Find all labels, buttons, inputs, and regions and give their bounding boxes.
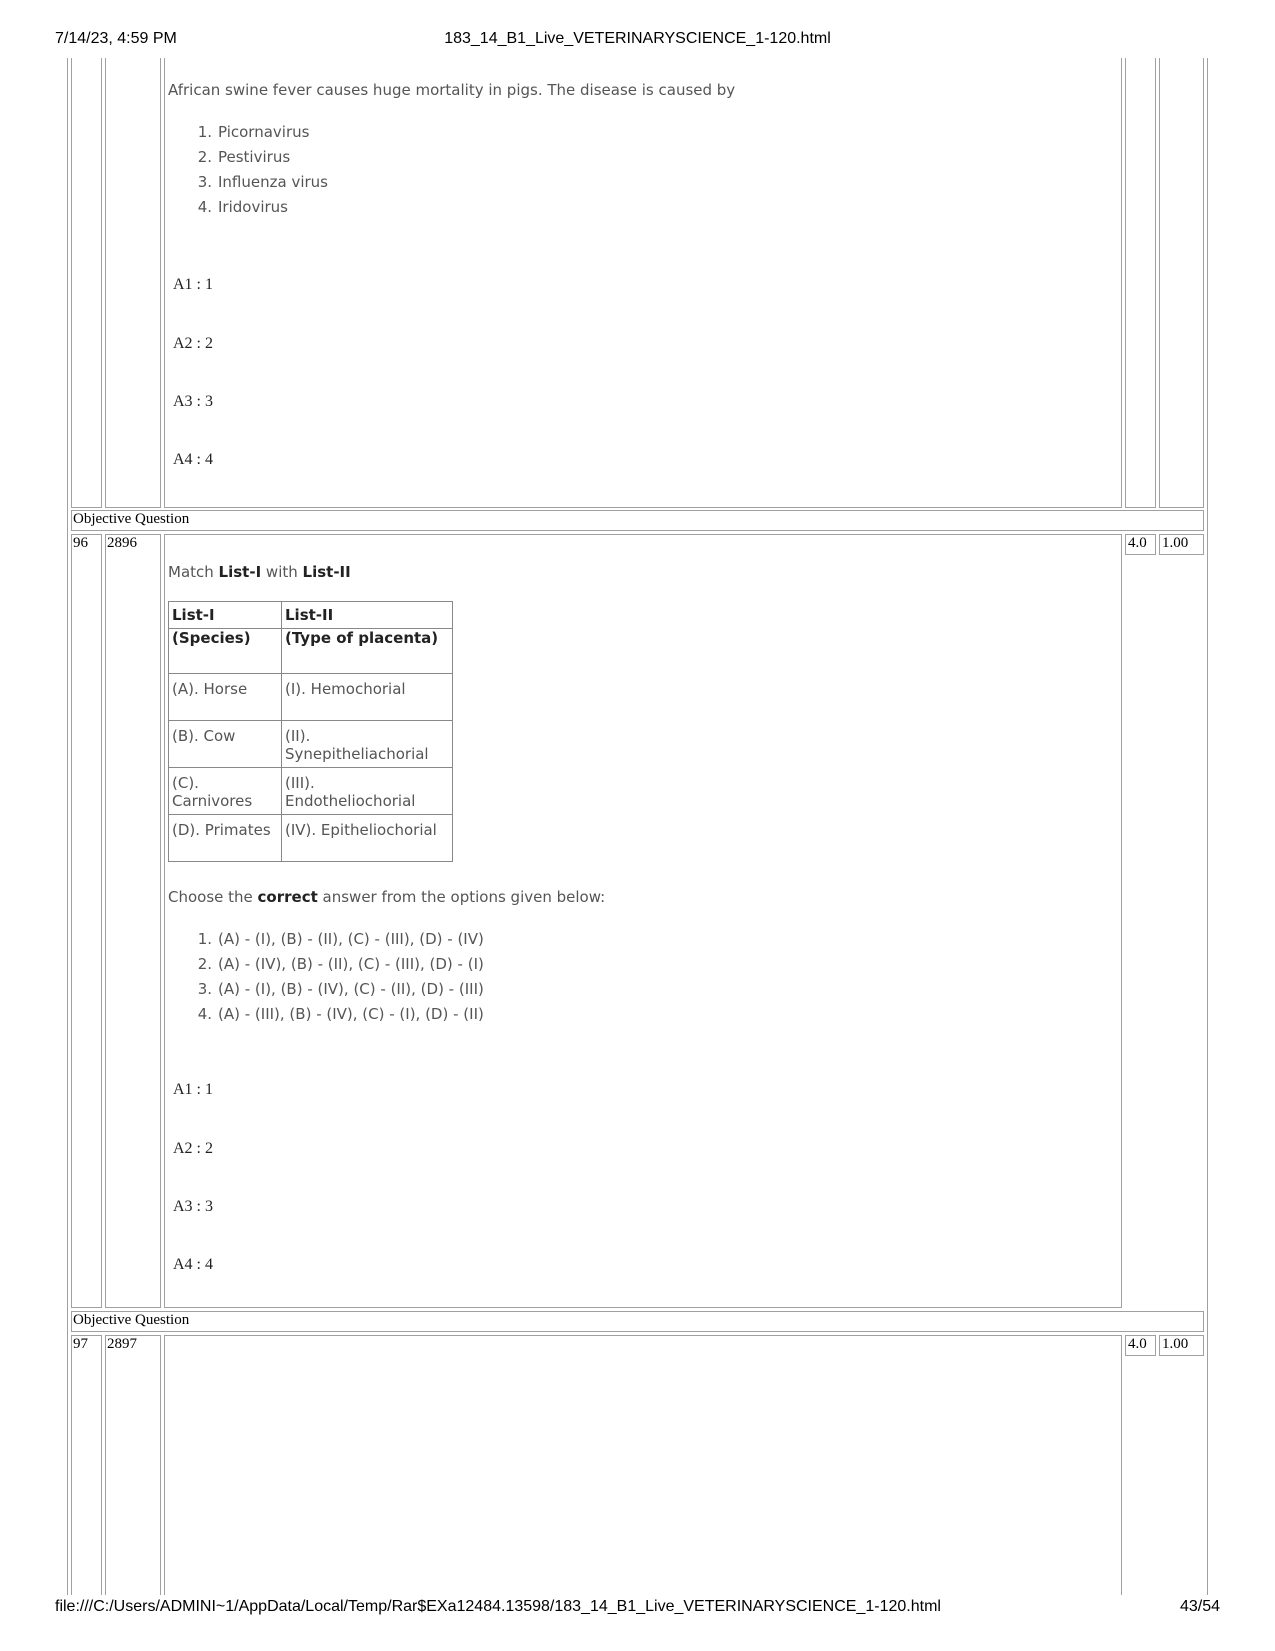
q95-sno-cell: [71, 58, 102, 508]
q96-stem: Match List-I with List-II: [168, 563, 351, 581]
q97-marks: 4.0: [1128, 1336, 1147, 1352]
q97-sno: 97: [73, 1336, 88, 1352]
print-header: [0, 30, 1275, 52]
match-header-list2: List-II: [282, 602, 453, 629]
section-label-cell-2: [71, 1311, 1204, 1332]
section-label-2: Objective Question: [73, 1312, 190, 1328]
match-table: [168, 601, 453, 862]
match-table-row: (B). Cow (II). Synepitheliachorial: [169, 721, 453, 768]
q97-negative: 1.00: [1162, 1336, 1189, 1352]
q95-option-4: 4. Iridovirus: [197, 198, 288, 216]
q97-sno-cell: [71, 1335, 102, 1595]
match-header-placenta: (Type of placenta): [282, 629, 453, 674]
q96-answer-2: A2 : 2: [173, 1140, 213, 1157]
q96-marks: 4.0: [1128, 535, 1147, 551]
q96-options: [190, 927, 484, 1027]
match-table-header-row-2: [169, 629, 453, 674]
match-table-row: (C). Carnivores (III). Endotheliochorial: [169, 768, 453, 815]
q97-qid: 2897: [107, 1336, 137, 1352]
q95-qid-cell: [105, 58, 161, 508]
q95-answer-1: A1 : 1: [173, 276, 213, 293]
q96-option-2: 2. (A) - (IV), (B) - (II), (C) - (III), (D) - (I): [197, 955, 484, 973]
q95-answer-4: A4 : 4: [173, 451, 213, 468]
match-table-header-row-1: [169, 602, 453, 629]
print-title: 183_14_B1_Live_VETERINARYSCIENCE_1-120.html: [444, 30, 831, 47]
q96-option-3: 3. (A) - (I), (B) - (IV), (C) - (II), (D) - (III): [197, 980, 484, 998]
q95-answer-2: A2 : 2: [173, 335, 213, 352]
match-table-row: (D). Primates (IV). Epitheliochorial: [169, 815, 453, 862]
section-label-cell-1: [71, 510, 1204, 531]
print-footer: [0, 1598, 1275, 1620]
print-url: file:///C:/Users/ADMINI~1/AppData/Local/Temp/Rar$EXa12484.13598/183_14_B1_Live_VETERINARYSCIENCE_1-120.html: [55, 1598, 941, 1615]
print-datetime: 7/14/23, 4:59 PM: [55, 30, 177, 47]
q96-sno-cell: [71, 534, 102, 1308]
q95-option-2: 2. Pestivirus: [197, 148, 291, 166]
q95-options: [190, 120, 328, 220]
q97-qid-cell: [105, 1335, 161, 1595]
q95-marks-cell: [1125, 58, 1156, 508]
outer-left-border: [67, 58, 68, 1595]
print-page-number: 43/54: [1179, 1598, 1220, 1615]
q96-qid-cell: [105, 534, 161, 1308]
match-header-species: (Species): [169, 629, 282, 674]
match-header-list1: List-I: [169, 602, 282, 629]
section-label-1: Objective Question: [73, 511, 190, 527]
q96-choose-instruction: Choose the correct answer from the options given below:: [168, 888, 606, 906]
q97-content-cell: [164, 1335, 1122, 1595]
q95-stem: African swine fever causes huge mortality in pigs. The disease is caused by: [168, 81, 736, 99]
q95-negative-cell: [1159, 58, 1204, 508]
match-table-row: (A). Horse (I). Hemochorial: [169, 674, 453, 721]
q96-option-1: 1. (A) - (I), (B) - (II), (C) - (III), (D) - (IV): [197, 930, 484, 948]
q96-qid: 2896: [107, 535, 137, 551]
q95-answer-3: A3 : 3: [173, 393, 213, 410]
q96-answer-1: A1 : 1: [173, 1081, 213, 1098]
q95-option-3: 3. Influenza virus: [197, 173, 328, 191]
q95-option-1: 1. Picornavirus: [197, 123, 310, 141]
q96-answer-4: A4 : 4: [173, 1256, 213, 1273]
q96-answer-3: A3 : 3: [173, 1198, 213, 1215]
outer-right-border: [1207, 58, 1208, 1595]
q96-sno: 96: [73, 535, 88, 551]
q96-negative: 1.00: [1162, 535, 1189, 551]
q96-option-4: 4. (A) - (III), (B) - (IV), (C) - (I), (D) - (II): [197, 1005, 484, 1023]
